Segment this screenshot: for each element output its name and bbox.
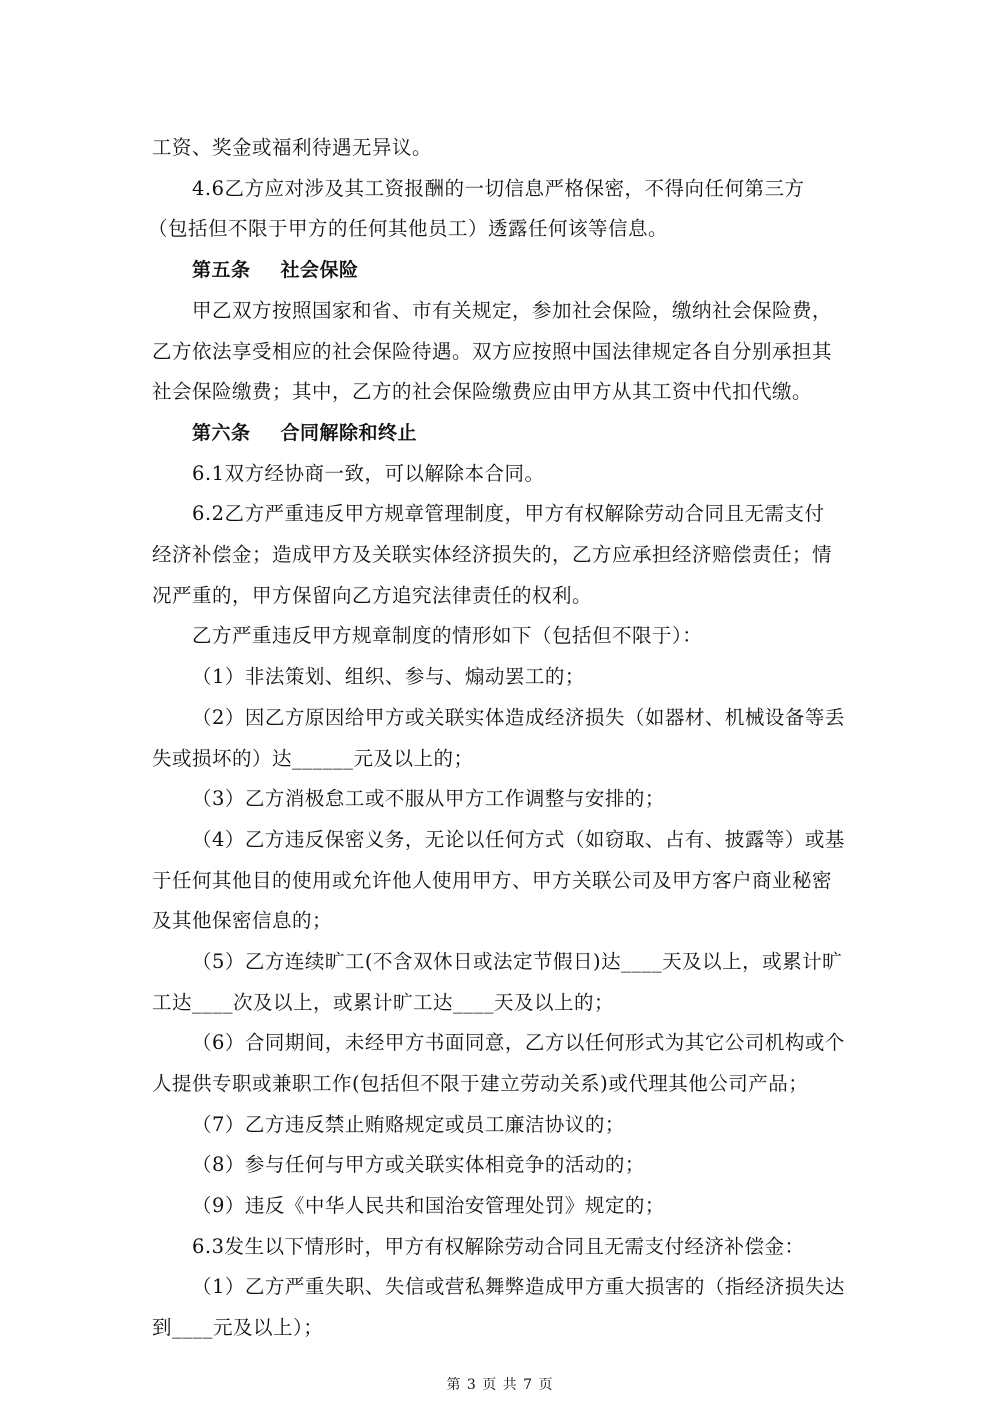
- list-item: （8）参与任何与甲方或关联实体相竞争的活动的；: [192, 1153, 645, 1176]
- article-number: 第六条: [192, 422, 251, 444]
- list-item: （7）乙方违反禁止贿赂规定或员工廉洁协议的；: [192, 1113, 625, 1136]
- article-number: 第五条: [192, 259, 251, 281]
- paragraph-line: 况严重的，甲方保留向乙方追究法律责任的权利。: [152, 584, 593, 607]
- list-item: （2）因乙方原因给甲方或关联实体造成经济损失（如器材、机械设备等丢: [192, 706, 845, 729]
- paragraph-line: 经济补偿金；造成甲方及关联实体经济损失的，乙方应承担经济赔偿责任；情: [152, 543, 833, 566]
- section-heading-article6: [192, 419, 417, 447]
- paragraph-line: 及其他保密信息的；: [152, 909, 333, 932]
- page-number-footer: 第 3 页 共 7 页: [446, 1377, 554, 1393]
- paragraph-line: 乙方严重违反甲方规章制度的情形如下（包括但不限于）：: [192, 624, 703, 647]
- article-title: 合同解除和终止: [280, 422, 418, 444]
- list-item: （3）乙方消极怠工或不服从甲方工作调整与安排的；: [192, 787, 665, 810]
- paragraph-line: 失或损坏的）达______元及以上的；: [152, 747, 474, 770]
- paragraph-line: 于任何其他目的使用或允许他人使用甲方、甲方关联公司及甲方客户商业秘密: [152, 869, 833, 892]
- paragraph-line: 工达____次及以上，或累计旷工达____天及以上的；: [152, 991, 615, 1014]
- list-item: （9）违反《中华人民共和国治安管理处罚》规定的；: [192, 1194, 665, 1217]
- list-item: （1）非法策划、组织、参与、煽动罢工的；: [192, 665, 585, 688]
- paragraph-line: 社会保险缴费；其中，乙方的社会保险缴费应由甲方从其工资中代扣代缴。: [152, 380, 813, 403]
- paragraph-line: 人提供专职或兼职工作(包括但不限于建立劳动关系)或代理其他公司产品；: [152, 1072, 809, 1095]
- list-item: （6）合同期间，未经甲方书面同意，乙方以任何形式为其它公司机构或个: [192, 1031, 845, 1054]
- paragraph-line: 乙方依法享受相应的社会保险待遇。双方应按照中国法律规定各自分别承担其: [152, 340, 833, 363]
- article-title: 社会保险: [280, 259, 359, 281]
- paragraph-line: 甲乙双方按照国家和省、市有关规定，参加社会保险，缴纳社会保险费，: [192, 299, 833, 322]
- list-item: （5）乙方连续旷工(不含双休日或法定节假日)达____天及以上，或累计旷: [192, 950, 843, 973]
- paragraph-line: 6.1双方经协商一致，可以解除本合同。: [192, 462, 545, 485]
- section-heading-article5: [192, 256, 359, 284]
- paragraph-line: （包括但不限于甲方的任何其他员工）透露任何该等信息。: [148, 217, 669, 240]
- paragraph-line: 6.3发生以下情形时，甲方有权解除劳动合同且无需支付经济补偿金：: [192, 1235, 805, 1258]
- list-item: （1）乙方严重失职、失信或营私舞弊造成甲方重大损害的（指经济损失达: [192, 1275, 845, 1298]
- paragraph-line: 6.2乙方严重违反甲方规章管理制度，甲方有权解除劳动合同且无需支付: [192, 502, 825, 525]
- paragraph-line: 4.6乙方应对涉及其工资报酬的一切信息严格保密，不得向任何第三方: [192, 177, 805, 200]
- paragraph-line: 工资、奖金或福利待遇无异议。: [152, 136, 433, 159]
- paragraph-line: 到____元及以上）；: [152, 1316, 324, 1339]
- list-item: （4）乙方违反保密义务，无论以任何方式（如窃取、占有、披露等）或基: [192, 828, 845, 851]
